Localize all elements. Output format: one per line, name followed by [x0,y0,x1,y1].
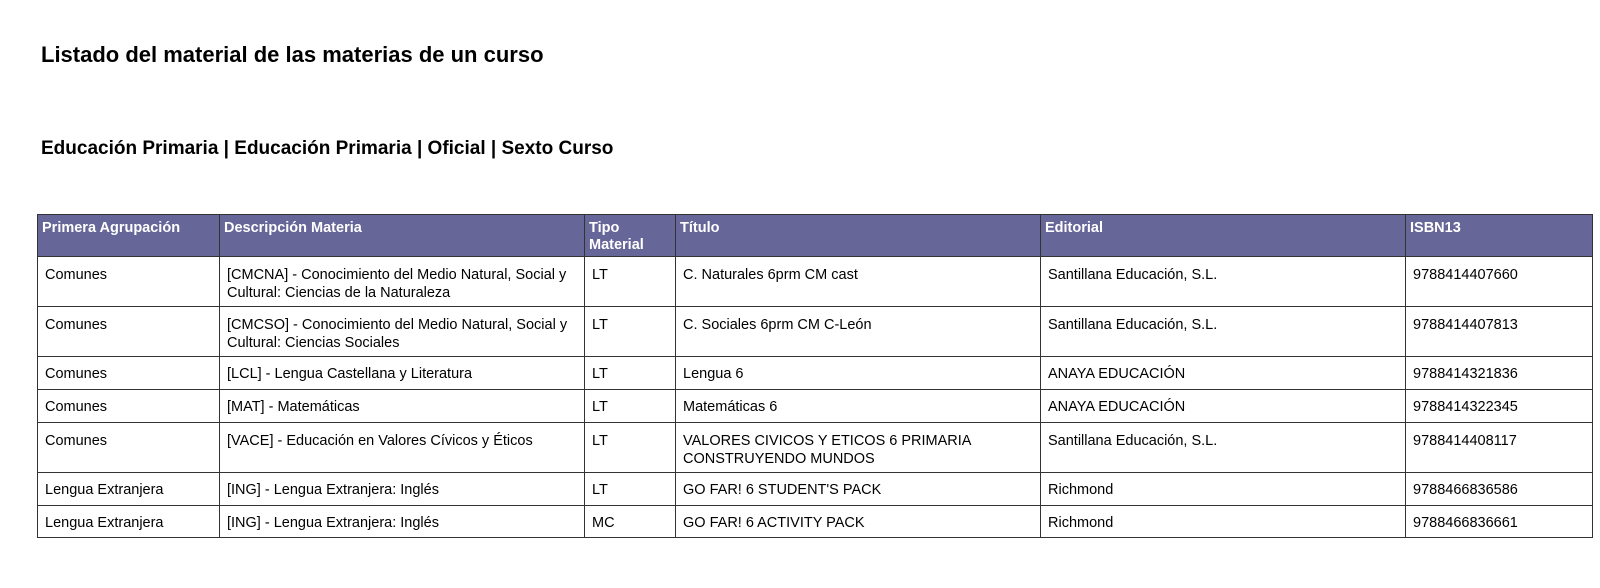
cell-primera-agrupacion: Comunes [38,307,220,357]
cell-tipo-material: LT [585,423,676,473]
column-header-titulo: Título [676,215,1041,257]
cell-primera-agrupacion: Comunes [38,390,220,423]
cell-tipo-material: LT [585,257,676,307]
column-header-descripcion-materia: Descripción Materia [220,215,585,257]
column-header-tipo-material: Tipo Material [585,215,676,257]
cell-editorial: ANAYA EDUCACIÓN [1041,390,1406,423]
cell-isbn13: 9788414408117 [1406,423,1593,473]
cell-titulo: Lengua 6 [676,357,1041,390]
cell-editorial: Richmond [1041,506,1406,538]
cell-editorial: Santillana Educación, S.L. [1041,307,1406,357]
cell-editorial: Richmond [1041,473,1406,506]
cell-isbn13: 9788414321836 [1406,357,1593,390]
cell-primera-agrupacion: Lengua Extranjera [38,473,220,506]
cell-editorial: Santillana Educación, S.L. [1041,423,1406,473]
cell-editorial: ANAYA EDUCACIÓN [1041,357,1406,390]
cell-isbn13: 9788466836661 [1406,506,1593,538]
cell-tipo-material: MC [585,506,676,538]
cell-primera-agrupacion: Comunes [38,423,220,473]
cell-descripcion-materia: [MAT] - Matemáticas [220,390,585,423]
material-table [37,214,1593,538]
column-header-isbn13: ISBN13 [1406,215,1593,257]
table-row [38,473,1593,506]
cell-descripcion-materia: [CMCNA] - Conocimiento del Medio Natural, Social y Cultural: Ciencias de la Naturaleza [220,257,585,307]
table-row [38,390,1593,423]
cell-titulo: Matemáticas 6 [676,390,1041,423]
cell-titulo: C. Naturales 6prm CM cast [676,257,1041,307]
table-header-row [38,215,1593,257]
cell-titulo: GO FAR! 6 STUDENT'S PACK [676,473,1041,506]
cell-editorial: Santillana Educación, S.L. [1041,257,1406,307]
cell-descripcion-materia: [CMCSO] - Conocimiento del Medio Natural, Social y Cultural: Ciencias Sociales [220,307,585,357]
cell-tipo-material: LT [585,307,676,357]
cell-tipo-material: LT [585,357,676,390]
cell-descripcion-materia: [LCL] - Lengua Castellana y Literatura [220,357,585,390]
cell-primera-agrupacion: Lengua Extranjera [38,506,220,538]
cell-descripcion-materia: [ING] - Lengua Extranjera: Inglés [220,473,585,506]
page-title: Listado del material de las materias de un curso [41,42,544,67]
table-row [38,257,1593,307]
table-row [38,357,1593,390]
table-row [38,307,1593,357]
cell-isbn13: 9788414407660 [1406,257,1593,307]
table-row [38,423,1593,473]
table-row [38,506,1593,538]
cell-descripcion-materia: [VACE] - Educación en Valores Cívicos y Éticos [220,423,585,473]
course-heading: Educación Primaria | Educación Primaria | Oficial | Sexto Curso [41,138,614,159]
cell-titulo: C. Sociales 6prm CM C-León [676,307,1041,357]
cell-isbn13: 9788414322345 [1406,390,1593,423]
cell-titulo: GO FAR! 6 ACTIVITY PACK [676,506,1041,538]
cell-isbn13: 9788414407813 [1406,307,1593,357]
cell-tipo-material: LT [585,473,676,506]
cell-descripcion-materia: [ING] - Lengua Extranjera: Inglés [220,506,585,538]
cell-titulo: VALORES CIVICOS Y ETICOS 6 PRIMARIA CONSTRUYENDO MUNDOS [676,423,1041,473]
cell-primera-agrupacion: Comunes [38,257,220,307]
column-header-primera-agrupacion: Primera Agrupación [38,215,220,257]
cell-primera-agrupacion: Comunes [38,357,220,390]
cell-isbn13: 9788466836586 [1406,473,1593,506]
column-header-editorial: Editorial [1041,215,1406,257]
cell-tipo-material: LT [585,390,676,423]
